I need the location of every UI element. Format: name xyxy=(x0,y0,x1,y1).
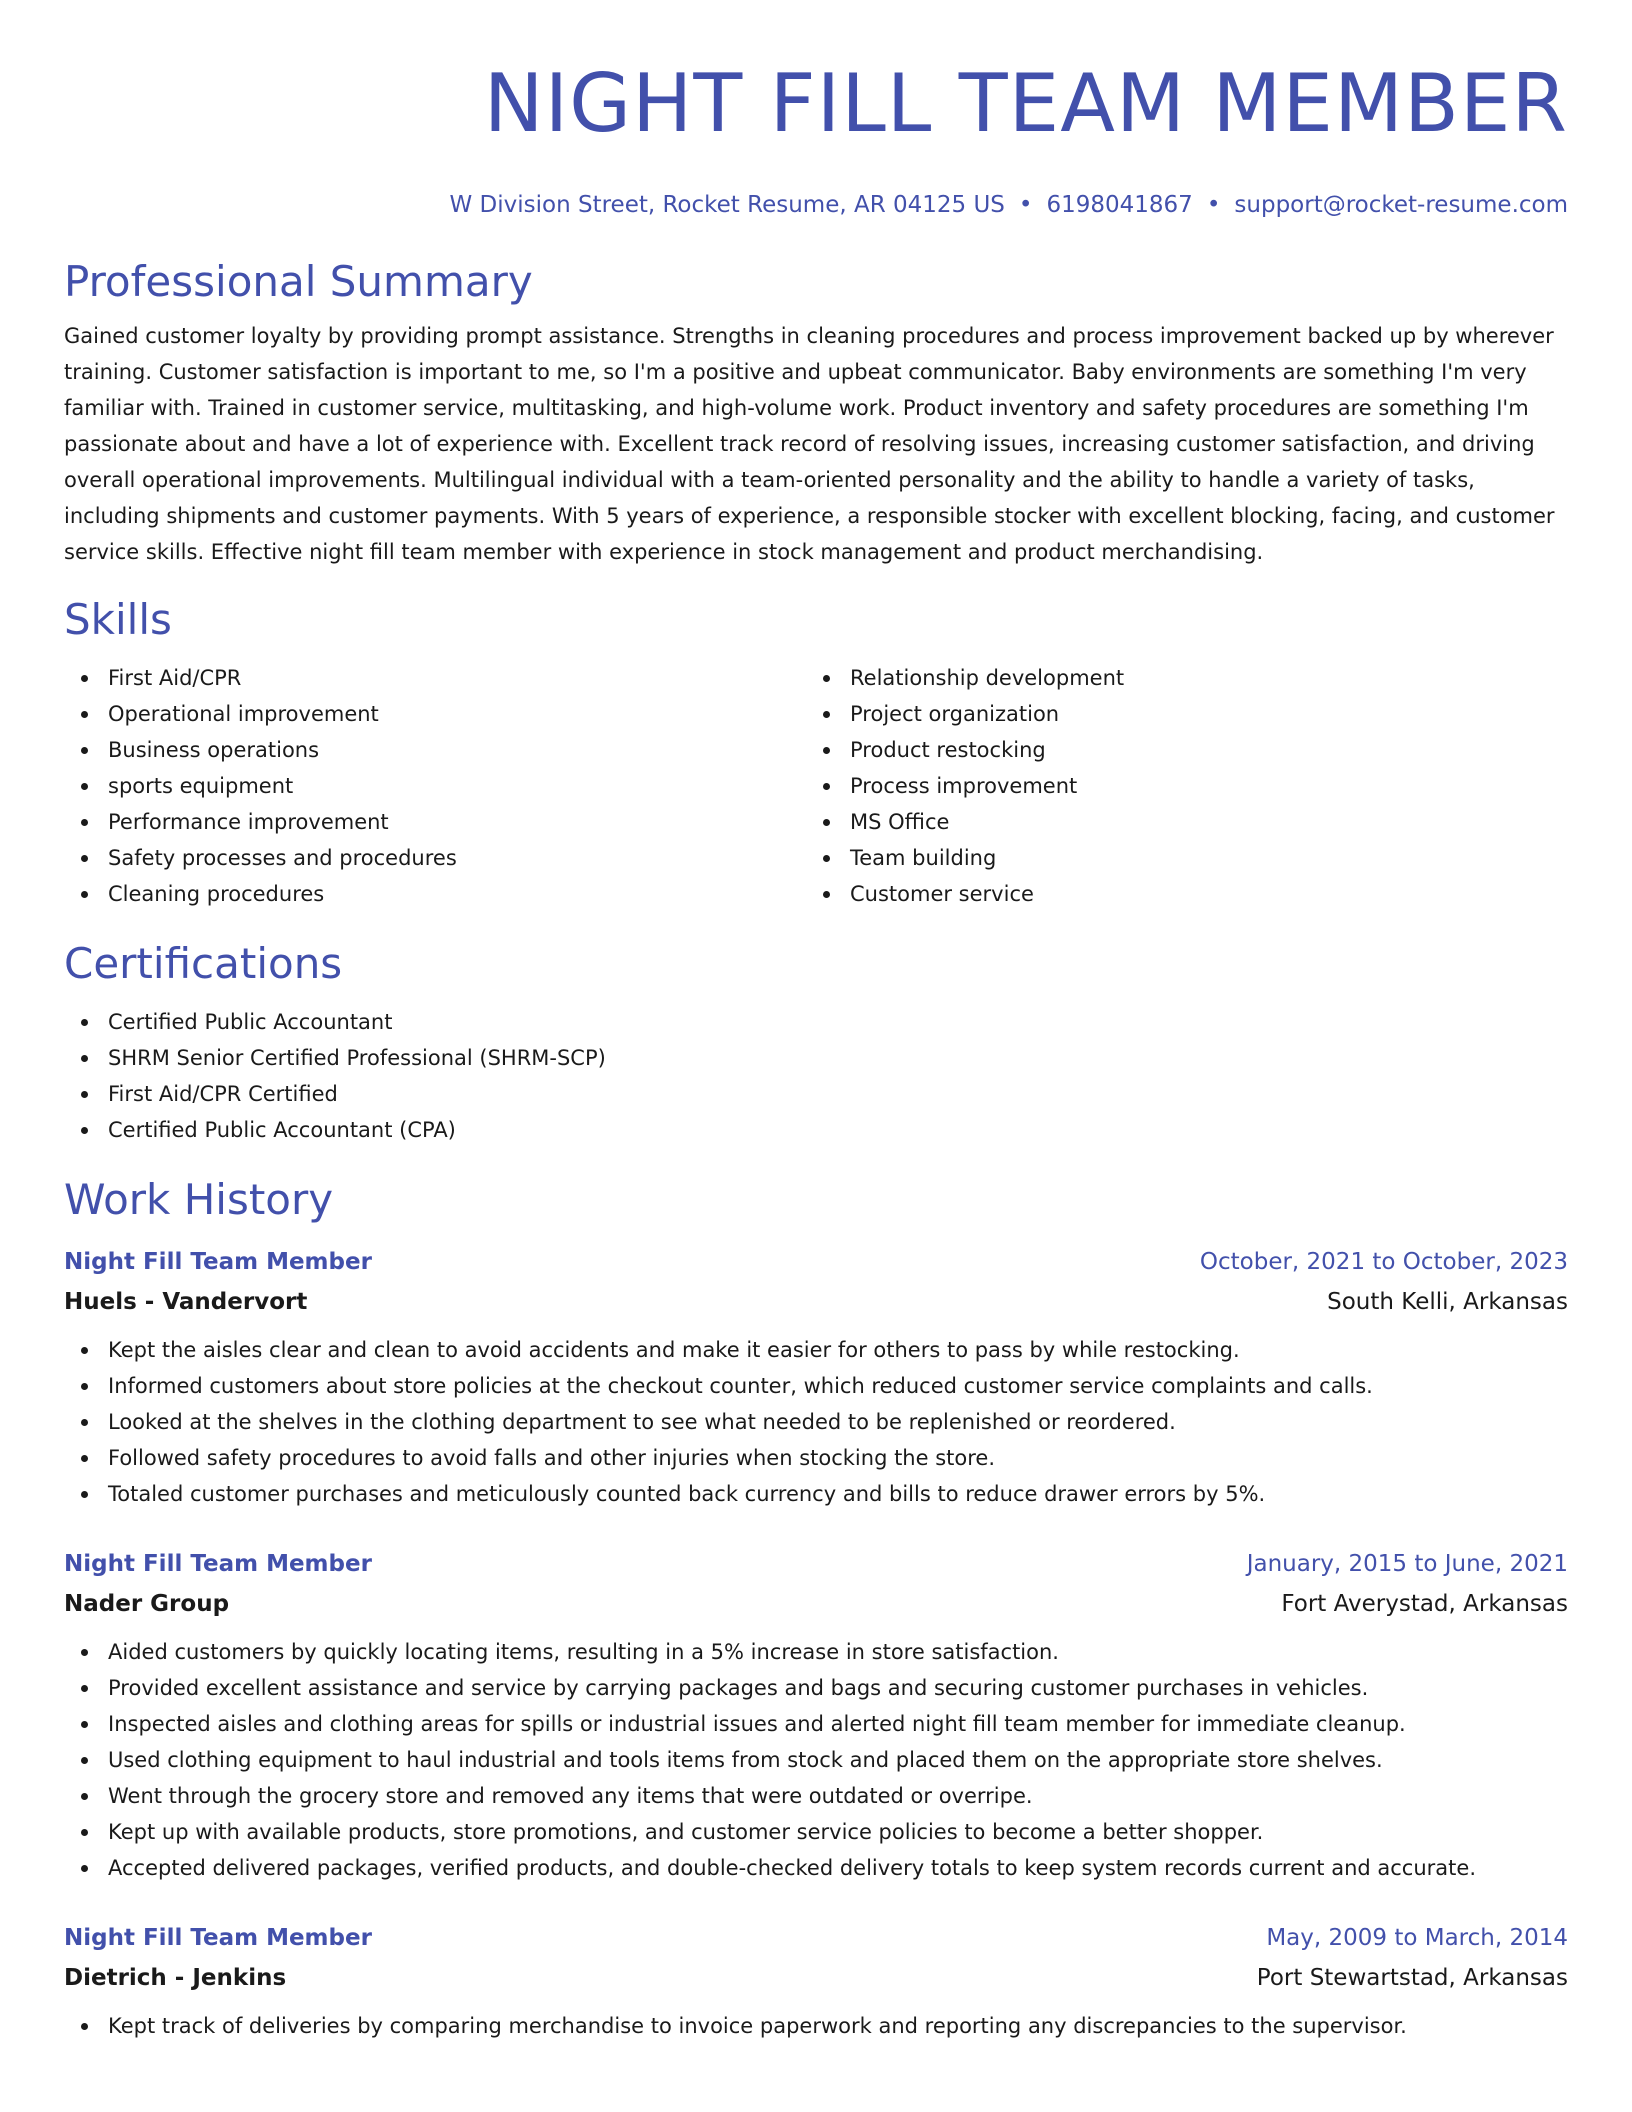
job-duty-text: Kept the aisles clear and clean to avoid accidents and make it easier for others to pass by while restocking. xyxy=(108,1338,1240,1362)
job-header-row xyxy=(64,1546,1568,1582)
bullet-dot xyxy=(823,783,830,790)
skill-item xyxy=(64,696,806,732)
job-duty-text: Aided customers by quickly locating items, resulting in a 5% increase in store satisfaction. xyxy=(108,1640,1059,1664)
skill-text: Relationship development xyxy=(850,666,1125,690)
certification-item xyxy=(64,1040,1568,1076)
skill-text: First Aid/CPR xyxy=(108,666,242,690)
contact-email: support@rocket-resume.com xyxy=(1234,192,1568,218)
skill-item xyxy=(64,804,806,840)
job-company-row xyxy=(64,1582,1568,1622)
summary-text: Gained customer loyalty by providing prompt assistance. Strengths in cleaning procedures and process improvement backed up by wherever training. Customer satisfaction is important to me, so I'm a positive and upbeat communicator. Baby environments are something I'm very familiar with. Trained in customer service, multitasking, and high-volume work. Product inventory and safety procedures are something I'm passionate about and have a lot of experience with. Excellent track record of resolving issues, increasing customer satisfaction, and driving overall operational improvements. Multilingual individual with a team-oriented personality and the ability to handle a variety of tasks, including shipments and customer payments. With 5 years of experience, a responsible stocker with excellent blocking, facing, and customer service skills. Effective night fill team member with experience in stock management and product merchandising. xyxy=(64,324,1555,564)
job-duty-item xyxy=(64,1404,1568,1440)
job-dates: May, 2009 to March, 2014 xyxy=(1266,1925,1568,1951)
certification-text: Certified Public Accountant (CPA) xyxy=(108,1118,456,1142)
job-duty-text: Inspected aisles and clothing areas for spills or industrial issues and alerted night fill team member for immediate cleanup. xyxy=(108,1712,1406,1736)
bullet-dot xyxy=(81,1383,88,1390)
skill-item xyxy=(806,804,1548,840)
skill-item xyxy=(64,840,806,876)
job-title: Night Fill Team Member xyxy=(64,1551,372,1577)
bullet-dot xyxy=(81,783,88,790)
job-title: Night Fill Team Member xyxy=(64,1249,372,1275)
job-duty-item xyxy=(64,1814,1568,1850)
bullet-dot xyxy=(81,1649,88,1656)
job-duties-list xyxy=(64,2008,1568,2044)
job-duty-text: Followed safety procedures to avoid falls and other injuries when stocking the store. xyxy=(108,1446,996,1470)
job-duty-item xyxy=(64,1742,1568,1778)
job-duty-item xyxy=(64,1368,1568,1404)
certification-text: SHRM Senior Certified Professional (SHRM-SCP) xyxy=(108,1046,606,1070)
skill-text: MS Office xyxy=(850,810,950,834)
skill-text: Operational improvement xyxy=(108,702,379,726)
skill-text: Cleaning procedures xyxy=(108,882,325,906)
job-company: Huels - Vandervort xyxy=(64,1289,308,1315)
certification-item xyxy=(64,1112,1568,1148)
bullet-dot xyxy=(81,1127,88,1134)
certification-text: First Aid/CPR Certified xyxy=(108,1082,338,1106)
job-duty-text: Kept track of deliveries by comparing merchandise to invoice paperwork and reporting any discrepancies to the supervisor. xyxy=(108,2014,1407,2038)
bullet-dot xyxy=(81,819,88,826)
contact-separator: • xyxy=(1206,192,1221,218)
contact-line xyxy=(64,190,1568,220)
skill-item xyxy=(64,660,806,696)
job-dates: January, 2015 to June, 2021 xyxy=(1246,1551,1568,1577)
certification-item xyxy=(64,1004,1568,1040)
job-duty-text: Went through the grocery store and removed any items that were outdated or overripe. xyxy=(108,1784,1033,1808)
bullet-dot xyxy=(81,1685,88,1692)
bullet-dot xyxy=(823,675,830,682)
bullet-dot xyxy=(81,1721,88,1728)
bullet-dot xyxy=(81,1757,88,1764)
job-location: Port Stewartstad, Arkansas xyxy=(1256,1965,1568,1991)
bullet-dot xyxy=(81,747,88,754)
job-duty-item xyxy=(64,1476,1568,1512)
candidate-name: NIGHT FILL TEAM MEMBER xyxy=(483,57,1568,150)
skill-text: Product restocking xyxy=(850,738,1046,762)
bullet-dot xyxy=(81,1091,88,1098)
job-duty-text: Accepted delivered packages, verified products, and double-checked delivery totals to keep system records current and accurate. xyxy=(108,1856,1476,1880)
section-title-work-history: Work History xyxy=(64,1175,334,1224)
job-duty-item xyxy=(64,1634,1568,1670)
job-duty-item xyxy=(64,1332,1568,1368)
skill-item xyxy=(806,876,1548,912)
job-entry xyxy=(64,1244,1568,1512)
skill-text: Safety processes and procedures xyxy=(108,846,457,870)
bullet-dot xyxy=(81,1019,88,1026)
skill-item xyxy=(806,732,1548,768)
skill-text: Customer service xyxy=(850,882,1034,906)
job-location: Fort Averystad, Arkansas xyxy=(1281,1591,1568,1617)
job-company: Nader Group xyxy=(64,1591,230,1617)
bullet-dot xyxy=(81,2023,88,2030)
job-dates: October, 2021 to October, 2023 xyxy=(1199,1249,1568,1275)
contact-address: W Division Street, Rocket Resume, AR 04125 US xyxy=(449,192,1005,218)
bullet-dot xyxy=(81,1491,88,1498)
skill-text: sports equipment xyxy=(108,774,294,798)
job-duty-item xyxy=(64,1440,1568,1476)
bullet-dot xyxy=(81,1455,88,1462)
job-duty-item xyxy=(64,1850,1568,1886)
job-duty-item xyxy=(64,1706,1568,1742)
bullet-dot xyxy=(823,819,830,826)
bullet-dot xyxy=(81,675,88,682)
skill-item xyxy=(806,660,1548,696)
bullet-dot xyxy=(81,855,88,862)
skill-text: Business operations xyxy=(108,738,320,762)
skill-item xyxy=(806,768,1548,804)
job-header-row xyxy=(64,1244,1568,1280)
bullet-dot xyxy=(81,1347,88,1354)
job-entry xyxy=(64,1920,1568,2044)
skill-item xyxy=(64,732,806,768)
section-title-certifications: Certifications xyxy=(64,939,343,988)
job-duties-list xyxy=(64,1634,1568,1886)
section-title-skills: Skills xyxy=(64,595,172,644)
contact-separator: • xyxy=(1018,192,1033,218)
certification-item xyxy=(64,1076,1568,1112)
skill-text: Performance improvement xyxy=(108,810,389,834)
job-header-row xyxy=(64,1920,1568,1956)
job-duty-item xyxy=(64,1778,1568,1814)
job-duties-list xyxy=(64,1332,1568,1512)
skill-text: Team building xyxy=(850,846,997,870)
job-duty-text: Used clothing equipment to haul industrial and tools items from stock and placed them on the appropriate store shelves. xyxy=(108,1748,1383,1772)
skills-column-left xyxy=(64,660,806,912)
skills-list-left xyxy=(64,660,806,912)
job-company-row xyxy=(64,1956,1568,1996)
skills-column-right xyxy=(806,660,1548,912)
job-duty-text: Looked at the shelves in the clothing department to see what needed to be replenished or reordered. xyxy=(108,1410,1176,1434)
bullet-dot xyxy=(823,711,830,718)
job-company: Dietrich - Jenkins xyxy=(64,1965,287,1991)
skill-item xyxy=(64,768,806,804)
job-duty-item xyxy=(64,1670,1568,1706)
certifications-list xyxy=(64,1004,1568,1148)
bullet-dot xyxy=(81,1055,88,1062)
job-duty-text: Kept up with available products, store promotions, and customer service policies to become a better shopper. xyxy=(108,1820,1264,1844)
job-duty-text: Informed customers about store policies at the checkout counter, which reduced customer service complaints and calls. xyxy=(108,1374,1373,1398)
skills-columns xyxy=(64,660,1568,912)
job-company-row xyxy=(64,1280,1568,1320)
bullet-dot xyxy=(81,1865,88,1872)
job-duty-item xyxy=(64,2008,1568,2044)
job-title: Night Fill Team Member xyxy=(64,1925,372,1951)
skill-item xyxy=(806,696,1548,732)
bullet-dot xyxy=(81,891,88,898)
skill-text: Project organization xyxy=(850,702,1060,726)
skill-item xyxy=(64,876,806,912)
job-duty-text: Totaled customer purchases and meticulously counted back currency and bills to reduce drawer errors by 5%. xyxy=(108,1482,1266,1506)
bullet-dot xyxy=(81,711,88,718)
skill-text: Process improvement xyxy=(850,774,1078,798)
bullet-dot xyxy=(823,891,830,898)
contact-phone: 6198041867 xyxy=(1046,192,1193,218)
bullet-dot xyxy=(823,747,830,754)
job-location: South Kelli, Arkansas xyxy=(1327,1289,1568,1315)
section-title-summary: Professional Summary xyxy=(64,257,533,306)
bullet-dot xyxy=(81,1793,88,1800)
bullet-dot xyxy=(81,1829,88,1836)
certification-text: Certified Public Accountant xyxy=(108,1010,393,1034)
bullet-dot xyxy=(81,1419,88,1426)
skills-list-right xyxy=(806,660,1548,912)
job-duty-text: Provided excellent assistance and service by carrying packages and bags and securing customer purchases in vehicles. xyxy=(108,1676,1369,1700)
skill-item xyxy=(806,840,1548,876)
job-entry xyxy=(64,1546,1568,1886)
bullet-dot xyxy=(823,855,830,862)
